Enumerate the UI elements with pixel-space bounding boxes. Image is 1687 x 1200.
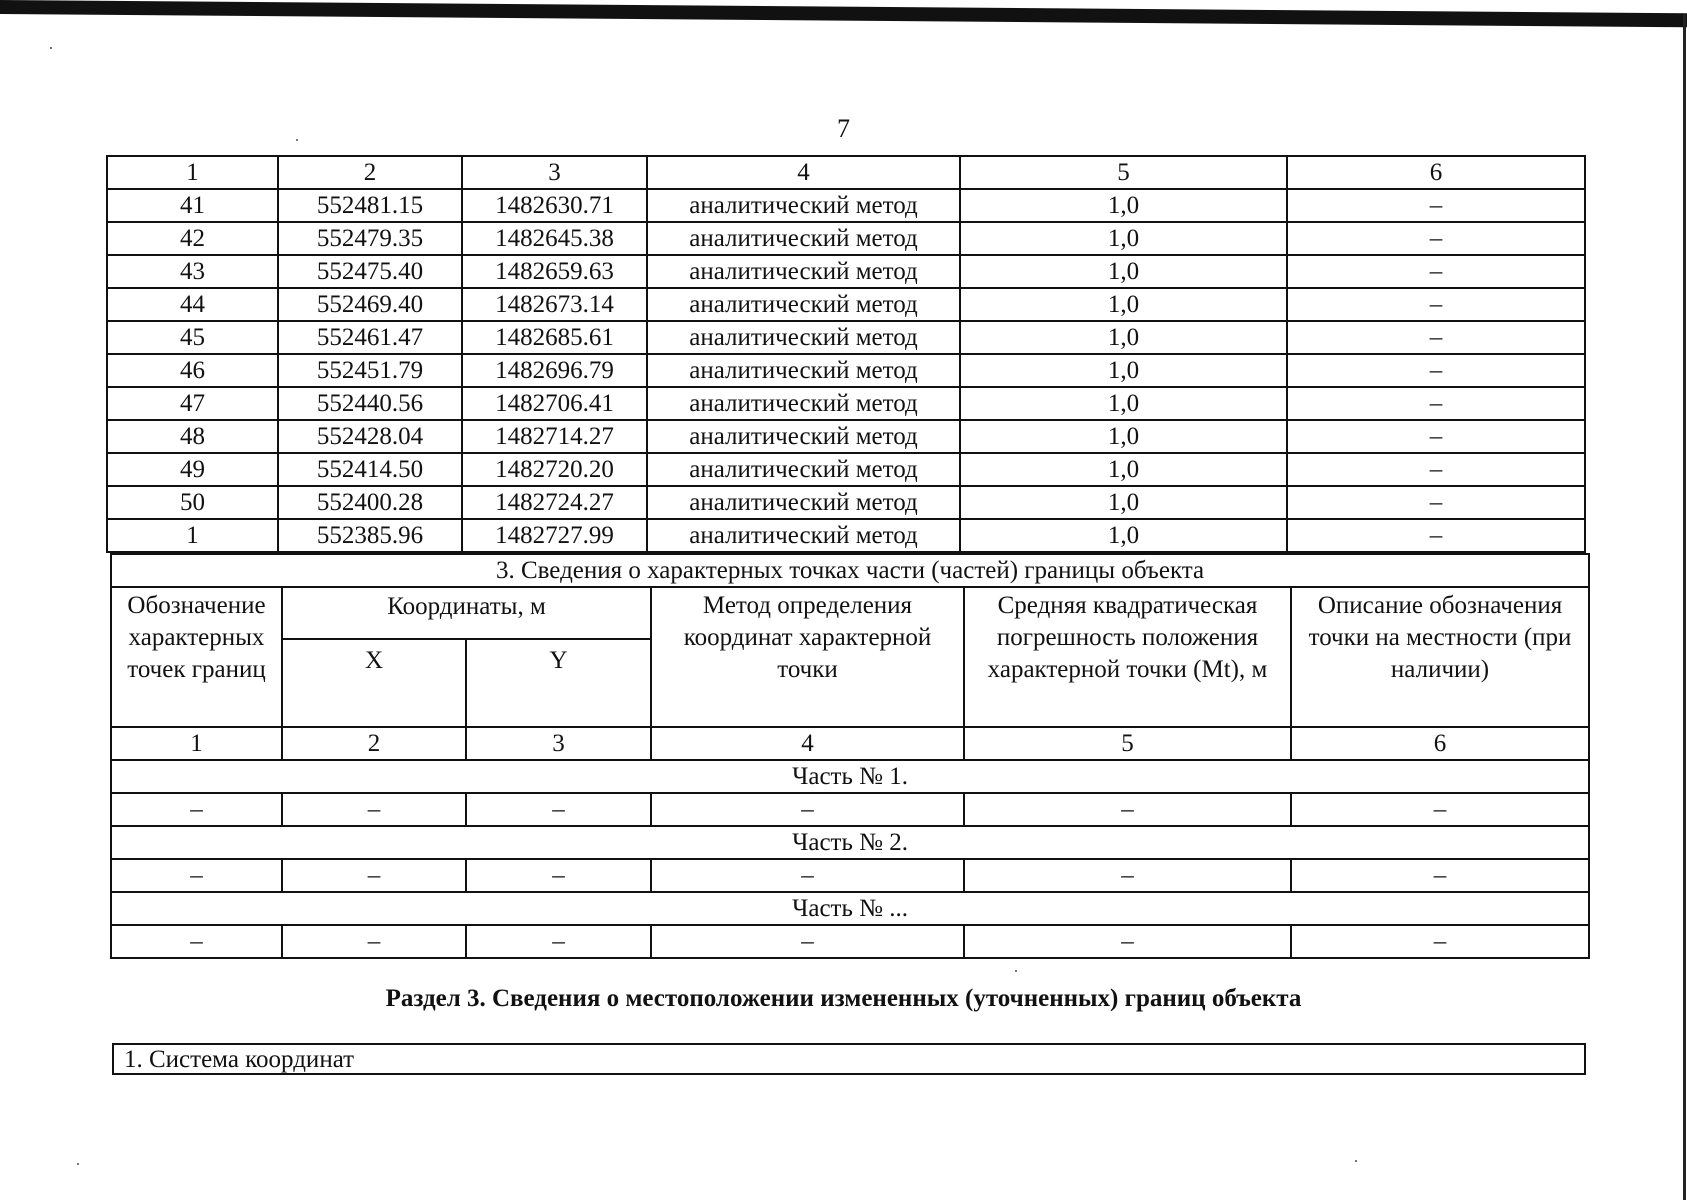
- part-cell: –: [282, 859, 466, 892]
- coord-x: 552428.04: [278, 420, 462, 453]
- table-row: [107, 420, 1585, 453]
- accuracy-header: Средняя квадратическая погрешность положения характерной точки (Mt), м: [964, 587, 1291, 727]
- table-row: [111, 925, 1589, 958]
- part-label-row: [111, 760, 1589, 793]
- point-id: 45: [107, 321, 278, 354]
- part-cell: –: [1291, 859, 1589, 892]
- boundary-parts-table: [110, 553, 1590, 959]
- accuracy: 1,0: [960, 354, 1287, 387]
- coord-y: 1482659.63: [462, 255, 647, 288]
- scan-speck: [50, 47, 52, 49]
- point-id: 49: [107, 453, 278, 486]
- coord-y: 1482673.14: [462, 288, 647, 321]
- table-row: [107, 189, 1585, 222]
- coord-x: 552461.47: [278, 321, 462, 354]
- part-cell: –: [282, 793, 466, 826]
- description: –: [1287, 420, 1585, 453]
- table-row: [107, 255, 1585, 288]
- coord-x: 552440.56: [278, 387, 462, 420]
- point-id: 42: [107, 222, 278, 255]
- description: –: [1287, 387, 1585, 420]
- coord-x: 552400.28: [278, 486, 462, 519]
- column-number: 4: [647, 156, 960, 189]
- method: аналитический метод: [647, 486, 960, 519]
- part-cell: –: [964, 859, 1291, 892]
- method: аналитический метод: [647, 255, 960, 288]
- part-cell: –: [466, 793, 651, 826]
- point-id: 43: [107, 255, 278, 288]
- coord-y: 1482724.27: [462, 486, 647, 519]
- column-number: 2: [282, 727, 466, 760]
- table-row: [107, 321, 1585, 354]
- point-id: 48: [107, 420, 278, 453]
- method: аналитический метод: [647, 387, 960, 420]
- accuracy: 1,0: [960, 255, 1287, 288]
- description: –: [1287, 288, 1585, 321]
- coord-x: 552469.40: [278, 288, 462, 321]
- part-cell: –: [651, 859, 964, 892]
- table-row: [111, 859, 1589, 892]
- part-cell: –: [964, 925, 1291, 958]
- table-row: [107, 486, 1585, 519]
- description: –: [1287, 486, 1585, 519]
- boundary-points-table: [106, 155, 1586, 553]
- scan-speck: [1355, 1160, 1357, 1162]
- accuracy: 1,0: [960, 189, 1287, 222]
- coord-y: 1482696.79: [462, 354, 647, 387]
- part-label-row: [111, 892, 1589, 925]
- point-id: 47: [107, 387, 278, 420]
- table-row: [107, 222, 1585, 255]
- column-number: 3: [462, 156, 647, 189]
- table-row: [107, 387, 1585, 420]
- method: аналитический метод: [647, 222, 960, 255]
- description: –: [1287, 189, 1585, 222]
- column-number: 1: [111, 727, 282, 760]
- table-row: [107, 453, 1585, 486]
- description: –: [1287, 321, 1585, 354]
- coord-x: 552475.40: [278, 255, 462, 288]
- column-number-row: [111, 727, 1589, 760]
- coord-y: 1482630.71: [462, 189, 647, 222]
- coordinates-header: Координаты, м: [282, 587, 651, 639]
- method: аналитический метод: [647, 354, 960, 387]
- table-row: [107, 354, 1585, 387]
- coordinate-system-field: [112, 1043, 1586, 1075]
- parts-section-title: 3. Сведения о характерных точках части (частей) границы объекта: [111, 554, 1589, 587]
- method: аналитический метод: [647, 519, 960, 552]
- accuracy: 1,0: [960, 486, 1287, 519]
- accuracy: 1,0: [960, 222, 1287, 255]
- section-3-title: Раздел 3. Сведения о местоположении измененных (уточненных) границ объекта: [385, 985, 1302, 1012]
- coord-x: 552414.50: [278, 453, 462, 486]
- point-id: 1: [107, 519, 278, 552]
- column-number: 5: [960, 156, 1287, 189]
- description: –: [1287, 255, 1585, 288]
- description-header: Описание обозначения точки на местности (при наличии): [1291, 587, 1589, 727]
- designation-header: Обозначение характерных точек границ: [111, 587, 282, 727]
- accuracy: 1,0: [960, 288, 1287, 321]
- coord-x: 552385.96: [278, 519, 462, 552]
- method: аналитический метод: [647, 288, 960, 321]
- part-label: Часть № 1.: [111, 760, 1589, 793]
- coord-y: 1482727.99: [462, 519, 647, 552]
- method: аналитический метод: [647, 453, 960, 486]
- part-cell: –: [111, 925, 282, 958]
- column-number-row: [107, 156, 1585, 189]
- point-id: 46: [107, 354, 278, 387]
- x-header: X: [282, 639, 466, 727]
- accuracy: 1,0: [960, 519, 1287, 552]
- scan-speck: [1015, 970, 1017, 972]
- coord-x: 552451.79: [278, 354, 462, 387]
- column-number: 5: [964, 727, 1291, 760]
- part-cell: –: [466, 925, 651, 958]
- accuracy: 1,0: [960, 420, 1287, 453]
- method: аналитический метод: [647, 420, 960, 453]
- point-id: 44: [107, 288, 278, 321]
- table-row: [111, 793, 1589, 826]
- page-number: 7: [837, 114, 850, 143]
- coord-y: 1482706.41: [462, 387, 647, 420]
- scan-speck: [77, 1163, 79, 1165]
- part-label: Часть № ...: [111, 892, 1589, 925]
- column-number: 1: [107, 156, 278, 189]
- method-header: Метод определения координат характерной точки: [651, 587, 964, 727]
- column-number: 6: [1287, 156, 1585, 189]
- part-cell: –: [111, 793, 282, 826]
- description: –: [1287, 222, 1585, 255]
- description: –: [1287, 453, 1585, 486]
- column-number: 4: [651, 727, 964, 760]
- coordinate-system-label: 1. Система координат: [124, 1046, 355, 1073]
- scan-speck: [296, 139, 298, 141]
- coord-x: 552479.35: [278, 222, 462, 255]
- part-cell: –: [466, 859, 651, 892]
- part-cell: –: [282, 925, 466, 958]
- part-label: Часть № 2.: [111, 826, 1589, 859]
- table-row: [107, 519, 1585, 552]
- coord-y: 1482714.27: [462, 420, 647, 453]
- part-label-row: [111, 826, 1589, 859]
- description: –: [1287, 354, 1585, 387]
- section-title-row: [111, 554, 1589, 587]
- part-cell: –: [111, 859, 282, 892]
- coord-x: 552481.15: [278, 189, 462, 222]
- method: аналитический метод: [647, 189, 960, 222]
- coord-y: 1482720.20: [462, 453, 647, 486]
- coord-y: 1482685.61: [462, 321, 647, 354]
- point-id: 41: [107, 189, 278, 222]
- description: –: [1287, 519, 1585, 552]
- accuracy: 1,0: [960, 321, 1287, 354]
- part-cell: –: [651, 925, 964, 958]
- column-number: 3: [466, 727, 651, 760]
- part-cell: –: [1291, 793, 1589, 826]
- column-number: 6: [1291, 727, 1589, 760]
- header-row: [111, 587, 1589, 639]
- point-id: 50: [107, 486, 278, 519]
- method: аналитический метод: [647, 321, 960, 354]
- part-cell: –: [1291, 925, 1589, 958]
- right-border-rule: [1683, 14, 1686, 1200]
- part-cell: –: [964, 793, 1291, 826]
- column-number: 2: [278, 156, 462, 189]
- coord-y: 1482645.38: [462, 222, 647, 255]
- top-border-rule: [0, 0, 1687, 27]
- part-cell: –: [651, 793, 964, 826]
- accuracy: 1,0: [960, 453, 1287, 486]
- accuracy: 1,0: [960, 387, 1287, 420]
- y-header: Y: [466, 639, 651, 727]
- table-row: [107, 288, 1585, 321]
